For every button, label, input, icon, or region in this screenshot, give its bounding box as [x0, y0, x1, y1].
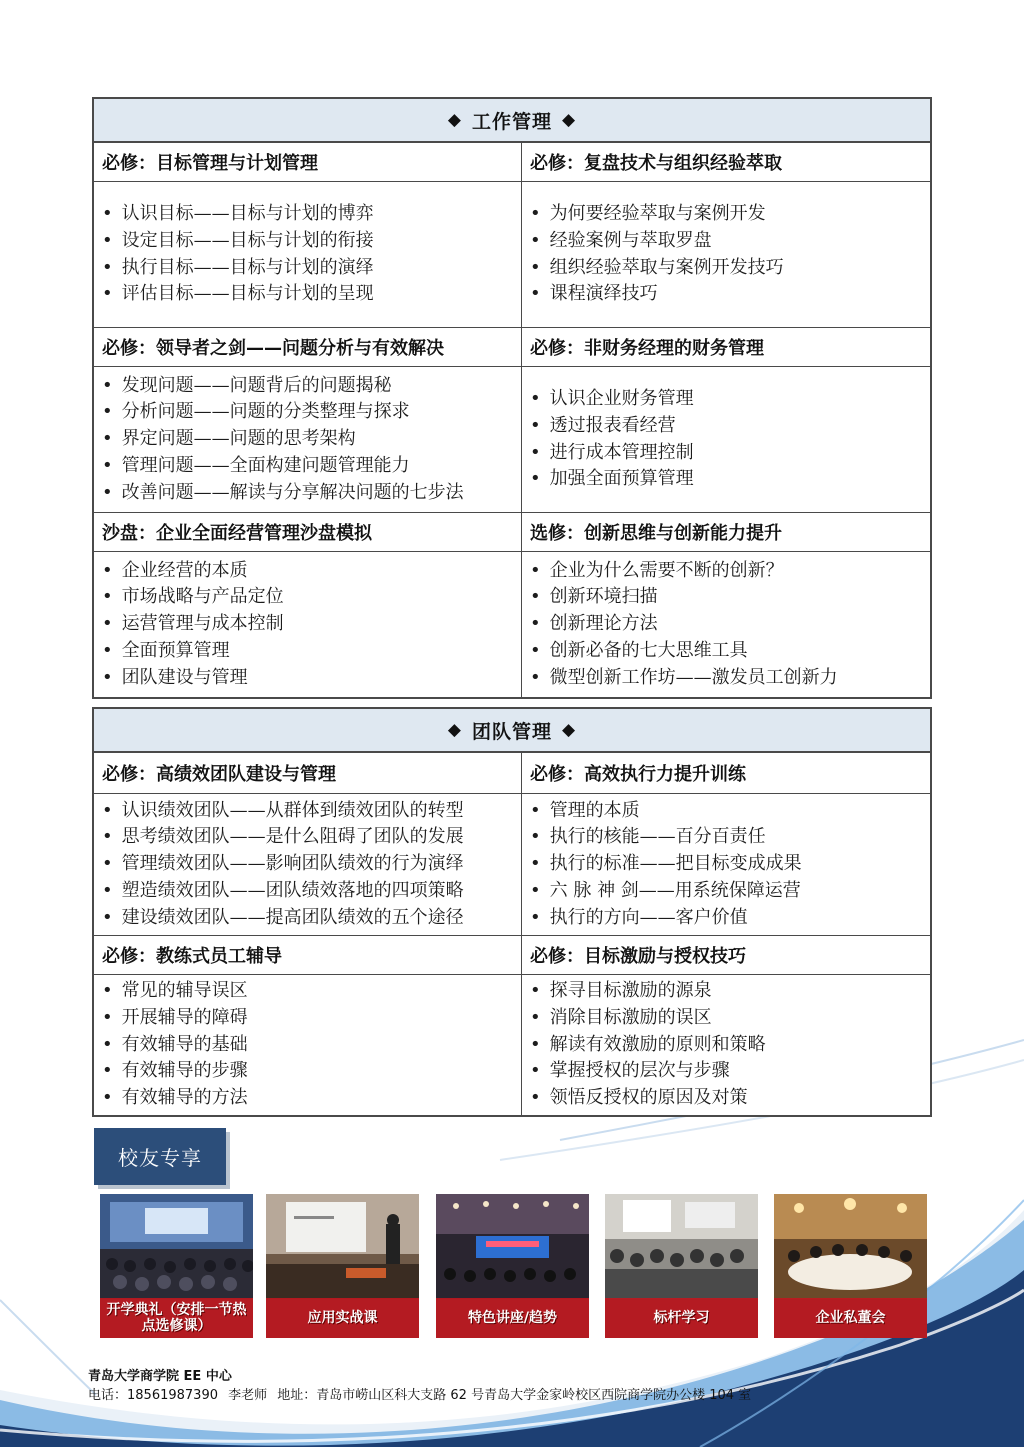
course-title: 选修：创新思维与创新能力提升	[522, 513, 930, 552]
photo-caption: 开学典礼（安排一节热点选修课）	[100, 1298, 253, 1338]
course-topics	[522, 794, 930, 936]
list-item: • 建设绩效团队——提高团队绩效的五个途径	[102, 905, 513, 932]
list-item: • 六 脉 神 剑——用系统保障运营	[530, 878, 922, 905]
visit-group-image	[605, 1194, 758, 1299]
list-item: • 分析问题——问题的分类整理与探求	[102, 399, 513, 426]
list-item: • 改善问题——解读与分享解决问题的七步法	[102, 480, 513, 507]
photo-special-lecture	[436, 1194, 589, 1338]
course-topics	[522, 552, 930, 697]
photo-opening-ceremony	[100, 1194, 253, 1338]
list-item: • 进行成本管理控制	[530, 440, 922, 467]
diamond-icon: ◆	[562, 110, 577, 130]
section-header	[94, 99, 930, 143]
list-item: • 企业为什么需要不断的创新？	[530, 558, 922, 585]
list-item: • 执行的方向——客户价值	[530, 905, 922, 932]
classroom-image	[266, 1194, 419, 1299]
list-item: • 领悟反授权的原因及对策	[530, 1085, 922, 1112]
photo-private-board	[774, 1194, 927, 1338]
section-header	[94, 709, 930, 753]
list-item: • 设定目标——目标与计划的衔接	[102, 228, 513, 255]
list-item: • 课程演绎技巧	[530, 281, 922, 308]
list-item: • 团队建设与管理	[102, 665, 513, 692]
photo-caption: 应用实战课	[266, 1298, 419, 1338]
list-item: • 探寻目标激励的源泉	[530, 978, 922, 1005]
conference-hall-image	[100, 1194, 253, 1299]
list-item: • 有效辅导的步骤	[102, 1058, 513, 1085]
list-item: • 透过报表看经营	[530, 413, 922, 440]
address: 地址：青岛市崂山区科大支路 62 号青岛大学金家岭校区西院商学院办公楼 104 室	[277, 1388, 752, 1403]
course-title: 沙盘：企业全面经营管理沙盘模拟	[94, 513, 522, 552]
lecture-hall-image	[436, 1194, 589, 1299]
course-title: 必修：高绩效团队建设与管理	[94, 753, 522, 794]
course-topics	[94, 794, 522, 936]
list-item: • 界定问题——问题的思考架构	[102, 426, 513, 453]
section-title: 团队管理	[471, 720, 552, 743]
list-item: • 有效辅导的方法	[102, 1085, 513, 1112]
course-title: 必修：非财务经理的财务管理	[522, 328, 930, 367]
course-topics	[94, 182, 522, 328]
alumni-exclusive-tab: 校友专享	[94, 1128, 226, 1185]
list-item: • 执行的核能——百分百责任	[530, 824, 922, 851]
list-item: • 开展辅导的障碍	[102, 1005, 513, 1032]
course-topics	[522, 975, 930, 1115]
list-item: • 创新环境扫描	[530, 584, 922, 611]
list-item: • 为何要经验萃取与案例开发	[530, 201, 922, 228]
list-item: • 创新必备的七大思维工具	[530, 638, 922, 665]
diamond-icon: ◆	[562, 720, 577, 740]
list-item: • 经验案例与萃取罗盘	[530, 228, 922, 255]
course-topics	[522, 367, 930, 513]
list-item: • 创新理论方法	[530, 611, 922, 638]
list-item: • 解读有效激励的原则和策略	[530, 1032, 922, 1059]
photo-benchmark-learning	[605, 1194, 758, 1338]
course-title: 必修：领导者之剑——问题分析与有效解决	[94, 328, 522, 367]
list-item: • 执行目标——目标与计划的演绎	[102, 255, 513, 282]
course-topics	[522, 182, 930, 328]
photo-caption: 企业私董会	[774, 1298, 927, 1338]
list-item: • 有效辅导的基础	[102, 1032, 513, 1059]
list-item: • 消除目标激励的误区	[530, 1005, 922, 1032]
list-item: • 市场战略与产品定位	[102, 584, 513, 611]
list-item: • 管理问题——全面构建问题管理能力	[102, 453, 513, 480]
list-item: • 管理的本质	[530, 798, 922, 825]
list-item: • 运营管理与成本控制	[102, 611, 513, 638]
contact-person: 李老师	[228, 1388, 268, 1403]
alumni-photo-strip	[100, 1194, 932, 1338]
list-item: • 微型创新工作坊——激发员工创新力	[530, 665, 922, 692]
list-item: • 组织经验萃取与案例开发技巧	[530, 255, 922, 282]
list-item: • 塑造绩效团队——团队绩效落地的四项策略	[102, 878, 513, 905]
course-title: 必修：高效执行力提升训练	[522, 753, 930, 794]
team-management-section	[92, 707, 932, 1117]
section-title: 工作管理	[471, 110, 552, 133]
list-item: • 执行的标准——把目标变成成果	[530, 851, 922, 878]
photo-practical-course	[266, 1194, 419, 1338]
course-title: 必修：教练式员工辅导	[94, 936, 522, 975]
course-title: 必修：目标管理与计划管理	[94, 143, 522, 182]
round-table-meeting-image	[774, 1194, 927, 1299]
course-topics	[94, 975, 522, 1115]
org-name: 青岛大学商学院 EE 中心	[88, 1369, 232, 1384]
course-title: 必修：目标激励与授权技巧	[522, 936, 930, 975]
list-item: • 思考绩效团队——是什么阻碍了团队的发展	[102, 824, 513, 851]
diamond-icon: ◆	[447, 720, 462, 740]
list-item: • 认识绩效团队——从群体到绩效团队的转型	[102, 798, 513, 825]
diamond-icon: ◆	[447, 110, 462, 130]
contact-info	[88, 1386, 757, 1406]
list-item: • 管理绩效团队——影响团队绩效的行为演绎	[102, 851, 513, 878]
list-item: • 常见的辅导误区	[102, 978, 513, 1005]
course-topics	[94, 552, 522, 697]
photo-caption: 标杆学习	[605, 1298, 758, 1338]
list-item: • 全面预算管理	[102, 638, 513, 665]
list-item: • 认识目标——目标与计划的博弈	[102, 201, 513, 228]
course-topics	[94, 367, 522, 513]
footer	[88, 1368, 757, 1406]
list-item: • 发现问题——问题背后的问题揭秘	[102, 373, 513, 400]
phone: 电话：18561987390	[88, 1388, 218, 1403]
list-item: • 加强全面预算管理	[530, 466, 922, 493]
course-title: 必修：复盘技术与组织经验萃取	[522, 143, 930, 182]
list-item: • 认识企业财务管理	[530, 386, 922, 413]
work-management-section	[92, 97, 932, 699]
list-item: • 企业经营的本质	[102, 558, 513, 585]
list-item: • 掌握授权的层次与步骤	[530, 1058, 922, 1085]
photo-caption: 特色讲座/趋势	[436, 1298, 589, 1338]
list-item: • 评估目标——目标与计划的呈现	[102, 281, 513, 308]
